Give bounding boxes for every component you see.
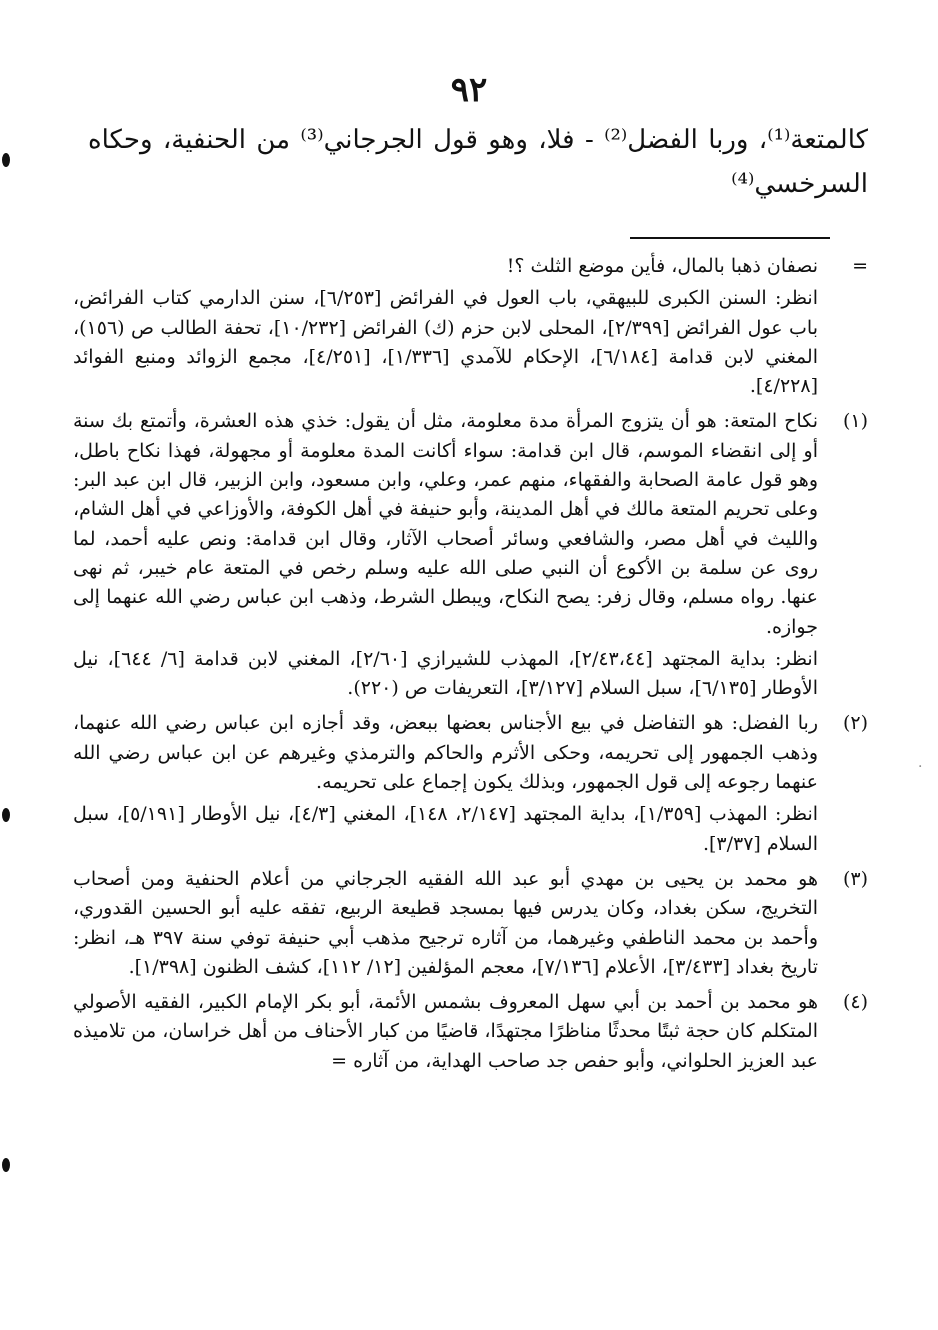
continuation-line: نصفان ذهبا بالمال، فأين موضع الثلث ؟! [506,255,818,277]
footnote-refs: انظر: بداية المجتهد [٢/٤٣،٤٤]، المهذب للشيرازي [٢/٦٠]، المغني لابن قدامة [٦/ ٦٤٤]، نيل الأوطار [٦/١٣٥]، سبل السلام [٣/١٢٧]، التعريفات ص (٢٢٠). [73,647,818,700]
continuation-marker: = [852,255,868,277]
footnote-text: نكاح المتعة: هو أن يتزوج المرأة مدة معلومة، مثل أن يقول: خذي هذه العشرة، وأتمتع بك سنة أو إلى انقضاء الموسم، قال ابن قدامة: سواء أكانت المدة معلومة أو مجهولة، فهذا نكاح باطل، وهو قول عامة الصحابة والفقهاء، منهم عمر، وعلي، وابن مسعود، وابن الزبير، قال ابن عبد البر: وعلى تحريم المتعة مالك في أهل المدينة، وأبو حنيفة في أهل الكوفة، والأوزاعي في أهل الشام، والليث في أهل مصر، والشافعي وسائر أصحاب الآثار، وقال ابن قدامة: ونص عليه أحمد، لما روى عن سلمة بن الأكوع أن النبي صلى الله عليه وسلم رخص في المتعة عام خيبر، ثم نهى عنها. رواه مسلم، وقال زفر: يصح النكاح، ويبطل الشرط، وذهب ابن عباس رضي الله عنهما إلى جوازه. [73,410,818,638]
footnote-text: هو محمد بن يحيى بن مهدي أبو عبد الله الفقيه الجرجاني من أعلام الحنفية ومن أصحاب التخريج، سكن بغداد، وكان يدرس فيها بمسجد قطيعة الربيع، تفقه عليه أبو الحسين القدوري، وأحمد بن محمد الناطفي وغيرهما، من آثاره ترجيح مذهب أبي حنيفة توفي سنة ٣٩٧ هـ، انظر: تاريخ بغداد [٣/٤٣٣]، الأعلام [٧/١٣٦]، معجم المؤلفين [١٢/ ١١٢]، كشف الظنون [١/٣٩٨]. [73,867,818,978]
footnote-text: هو محمد بن أحمد بن أبي سهل المعروف بشمس الأئمة، أبو بكر الإمام الكبير، الفقيه الأصولي المتكلم كان حجة ثبتًا محدثًا مناظرًا مجتهدًا، قاضيًا من كبار الأحناف من أهل خراسان، من تلاميذه عبد العزيز الحلواني، وأبو حفص جد صاحب الهداية، من آثاره = [73,991,818,1072]
main-paragraph: كالمتعة⁽¹⁾، وربا الفضل⁽²⁾ - فلا، وهو قول الجرجاني⁽³⁾ من الحنفية، وحكاه السرخسي⁽⁴⁾ [88,125,868,199]
scan-speck: · [918,759,923,775]
footnote-refs: انظر: المهذب [١/٣٥٩]، بداية المجتهد [٢/١٤٧، ١٤٨]، المغني [٤/٣]، نيل الأوطار [٥/١٩١]، سبل السلام [٣/٣٧]. [73,803,819,855]
continuation-note [73,252,868,401]
footnote-text: ربا الفضل: هو التفاضل في بيع الأجناس بعضها ببعض، وقد أجازه ابن عباس رضي الله عنهما، وذهب الجمهور إلى تحريمه، وحكى الأثرم والحاكم والترمذي وغيرهم عن ابن عباس رضي الله عنهما رجوعه إلى قول الجمهور، وبذلك يكون إجماع على تحريمه. [73,712,818,794]
scan-blot [2,808,10,822]
continuation-refs: انظر: السنن الكبرى للبيهقي، باب العول في الفرائض [٦/٢٥٣]، سنن الدارمي كتاب الفرائض، باب عول الفرائض [٢/٣٩٩]، المحلى لابن حزم (ك) الفرائض [١٠/٢٣٢]، تحفة الطالب ص (١٥٦)، المغني لابن قدامة [٦/١٨٤]، الإحكام للآمدي [١/٣٣٦]، [٤/٢٥١]، مجمع الزوائد ومنبع الفوائد [٤/٢٢٨]. [73,287,818,398]
footnote-marker: (٣) [842,867,868,890]
footnote-4 [73,988,868,1076]
footnote-2 [73,709,868,858]
footnote-3 [73,865,868,982]
page-number: ٩٢ [450,70,488,110]
footnote-marker: (٢) [842,712,868,735]
footnote-marker: (٤) [842,991,868,1014]
footnote-marker: (١) [842,410,868,433]
footnote-divider [630,237,830,239]
scan-blot [2,153,10,167]
footnotes-section [73,252,868,1082]
footnote-1 [73,407,868,703]
scan-blot [2,1158,10,1172]
main-text [88,118,868,206]
